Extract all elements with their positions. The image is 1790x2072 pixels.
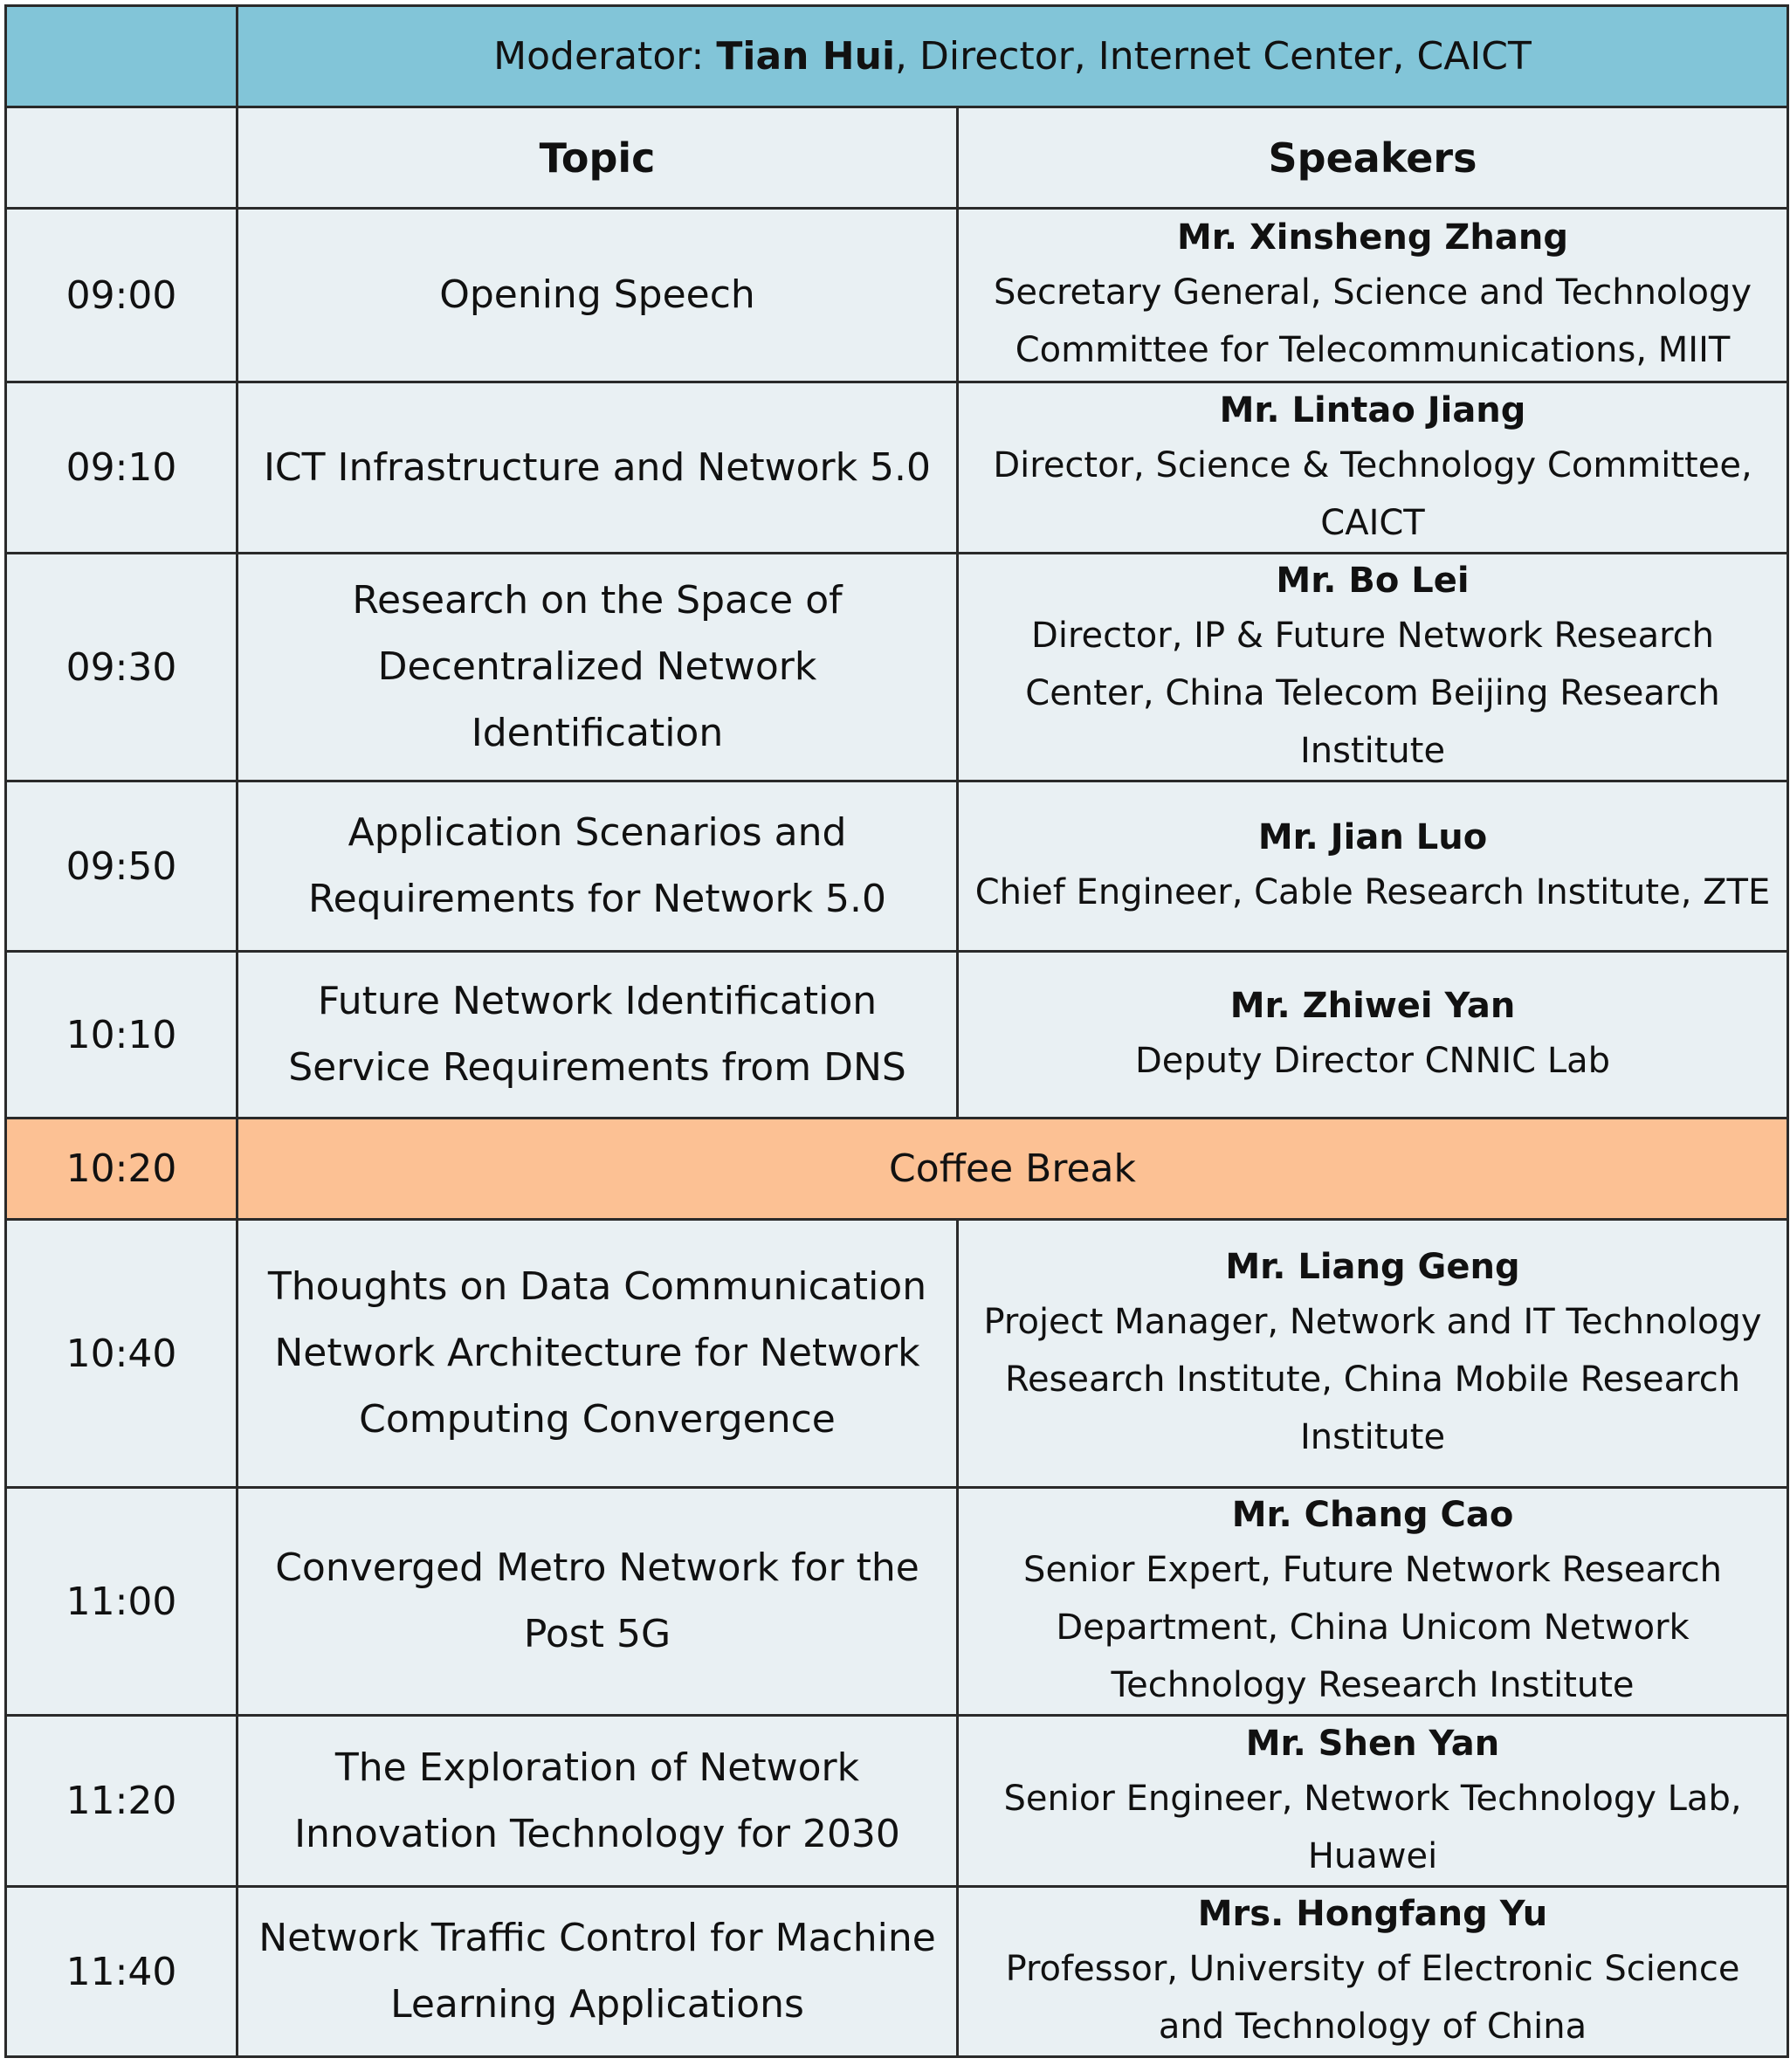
session-row — [6, 1488, 1788, 1716]
session-time: 09:10 — [6, 382, 238, 554]
session-topic: Future Network Identification Service Requirements from DNS — [238, 952, 958, 1119]
speaker-role: Director, IP & Future Network Research Center, China Telecom Beijing Research Institute — [1025, 616, 1720, 771]
coffee-break-time: 10:20 — [6, 1119, 238, 1220]
moderator-row — [6, 6, 1788, 107]
session-row — [6, 209, 1788, 382]
session-time: 09:30 — [6, 554, 238, 781]
moderator-time-cell — [6, 6, 238, 107]
speaker-name: Mr. Liang Geng — [1225, 1247, 1520, 1287]
moderator-text — [493, 34, 1532, 79]
speaker-name: Mr. Zhiwei Yan — [1229, 986, 1516, 1026]
speaker-name: Mr. Jian Luo — [1257, 817, 1488, 857]
session-topic: The Exploration of Network Innovation Technology for 2030 — [238, 1716, 958, 1887]
session-time: 11:40 — [6, 1887, 238, 2057]
moderator-name: Tian Hui — [716, 34, 896, 79]
session-topic: Application Scenarios and Requirements for Network 5.0 — [238, 781, 958, 952]
speaker-name: Mr. Xinsheng Zhang — [1177, 217, 1569, 258]
session-topic: Research on the Space of Decentralized Network Identification — [238, 554, 958, 781]
coffee-break-row — [6, 1119, 1788, 1220]
session-speaker-cell — [958, 209, 1788, 382]
session-time: 10:40 — [6, 1220, 238, 1488]
session-speaker-cell — [958, 781, 1788, 952]
speaker-role: Director, Science & Technology Committee, CAICT — [993, 444, 1752, 543]
speaker-role: Secretary General, Science and Technology Committee for Telecommunications, MIIT — [993, 272, 1752, 370]
speaker-name: Mrs. Hongfang Yu — [1197, 1894, 1548, 1934]
session-speaker-cell — [958, 1887, 1788, 2057]
speaker-role: Deputy Director CNNIC Lab — [1134, 1041, 1611, 1081]
session-row — [6, 1887, 1788, 2057]
moderator-suffix: , Director, Internet Center, CAICT — [895, 34, 1532, 79]
header-time — [6, 107, 238, 209]
session-topic: Thoughts on Data Communication Network Architecture for Network Computing Convergence — [238, 1220, 958, 1488]
session-time: 09:00 — [6, 209, 238, 382]
speaker-name: Mr. Shen Yan — [1245, 1723, 1500, 1764]
session-time: 09:50 — [6, 781, 238, 952]
session-speaker-cell — [958, 1220, 1788, 1488]
session-row — [6, 554, 1788, 781]
session-speaker-cell — [958, 382, 1788, 554]
session-row — [6, 781, 1788, 952]
session-row — [6, 1220, 1788, 1488]
speaker-role: Professor, University of Electronic Science and Technology of China — [1005, 1949, 1740, 2047]
session-speaker-cell — [958, 1488, 1788, 1716]
moderator-prefix: Moderator: — [493, 34, 717, 79]
speaker-name: Mr. Bo Lei — [1276, 561, 1470, 601]
speaker-name: Mr. Chang Cao — [1231, 1495, 1514, 1535]
session-topic: ICT Infrastructure and Network 5.0 — [238, 382, 958, 554]
moderator-cell — [238, 6, 1788, 107]
session-time: 10:10 — [6, 952, 238, 1119]
session-speaker-cell — [958, 952, 1788, 1119]
speaker-name: Mr. Lintao Jiang — [1219, 389, 1526, 430]
session-topic: Opening Speech — [238, 209, 958, 382]
session-time: 11:20 — [6, 1716, 238, 1887]
session-speaker-cell — [958, 554, 1788, 781]
agenda-table — [4, 4, 1789, 2058]
coffee-break-label: Coffee Break — [238, 1119, 1788, 1220]
session-speaker-cell — [958, 1716, 1788, 1887]
speaker-role: Project Manager, Network and IT Technology Research Institute, China Mobile Research Institute — [983, 1302, 1762, 1457]
header-topic: Topic — [238, 107, 958, 209]
session-time: 11:00 — [6, 1488, 238, 1716]
header-row — [6, 107, 1788, 209]
header-speakers: Speakers — [958, 107, 1788, 209]
session-row — [6, 1716, 1788, 1887]
agenda-frame — [4, 4, 1789, 2058]
session-topic: Converged Metro Network for the Post 5G — [238, 1488, 958, 1716]
speaker-role: Senior Engineer, Network Technology Lab, Huawei — [1003, 1778, 1742, 1876]
session-row — [6, 952, 1788, 1119]
speaker-role: Chief Engineer, Cable Research Institute, ZTE — [974, 872, 1771, 912]
speaker-role: Senior Expert, Future Network Research Department, China Unicom Network Technology Research Institute — [1023, 1550, 1722, 1705]
session-row — [6, 382, 1788, 554]
session-topic: Network Traffic Control for Machine Learning Applications — [238, 1887, 958, 2057]
